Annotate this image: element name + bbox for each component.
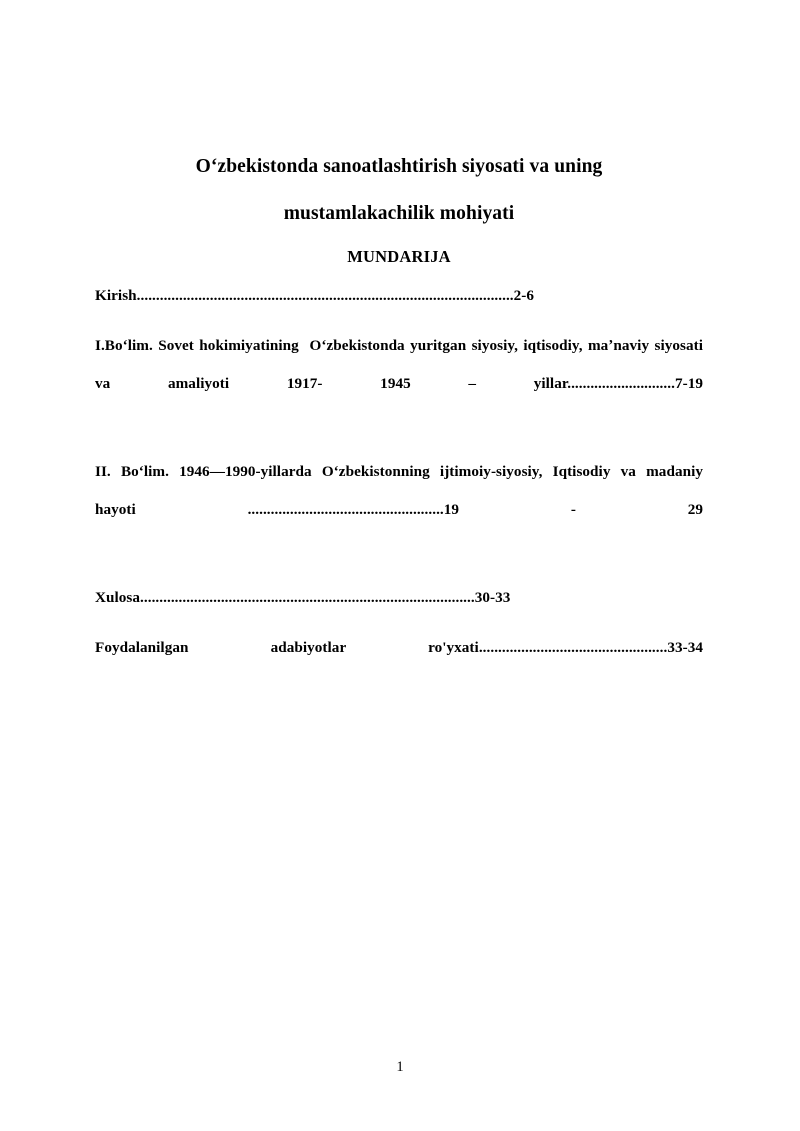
toc-entry-bolim-2-label: II. Boʻlim. 1946—1990-yillarda Oʻzbekistonning ijtimoiy-siyosiy, Iqtisodiy va madaniy hayoti bbox=[95, 463, 708, 518]
toc-entry-bolim-1-leader: ............................ bbox=[567, 375, 675, 392]
page-number: 1 bbox=[396, 1059, 404, 1075]
toc-entry-xulosa-leader: ....................................................................................... bbox=[140, 589, 475, 606]
toc-entry-bolim-2-leader: ................................................... bbox=[247, 501, 444, 518]
table-of-contents-list bbox=[95, 277, 708, 705]
page-content bbox=[95, 0, 708, 705]
toc-entry-bolim-2[interactable] bbox=[95, 453, 708, 567]
toc-entry-bolim-1-pages: 7-19 bbox=[674, 375, 703, 392]
toc-entry-xulosa[interactable] bbox=[95, 579, 703, 617]
toc-entry-xulosa-pages: 30-33 bbox=[474, 589, 511, 606]
toc-entry-adabiyotlar-leader: ................................................. bbox=[478, 639, 668, 656]
toc-entry-bolim-2-pages: 19 - 29 bbox=[443, 501, 703, 518]
page-title-line-1: Oʻzbekistonda sanoatlashtirish siyosati va uning bbox=[195, 156, 603, 177]
top-spacer bbox=[95, 0, 703, 143]
page-title-line-2: mustamlakachilik mohiyati bbox=[283, 203, 515, 224]
toc-entry-adabiyotlar-label: Foydalanilgan adabiyotlar ro'yxati bbox=[95, 639, 479, 656]
toc-entry-kirish[interactable] bbox=[95, 277, 703, 315]
page-title bbox=[95, 143, 703, 237]
toc-entry-kirish-label: Kirish bbox=[95, 287, 137, 304]
toc-entry-kirish-pages: 2-6 bbox=[513, 287, 535, 304]
table-of-contents-heading: MUNDARIJA bbox=[347, 247, 451, 266]
toc-entry-kirish-leader: .................................................................................................. bbox=[136, 287, 514, 304]
toc-entry-adabiyotlar[interactable] bbox=[95, 629, 703, 705]
toc-entry-bolim-1-label: I.Boʻlim. Sovet hokimiyatining Oʻzbekistonda yuritgan siyosiy, iqtisodiy, maʼnaviy siyosati va amaliyoti 1917- 1945 – yillar bbox=[95, 337, 708, 392]
toc-entry-adabiyotlar-pages: 33-34 bbox=[667, 639, 703, 656]
toc-entry-bolim-1[interactable] bbox=[95, 327, 708, 441]
toc-entry-xulosa-label: Xulosa bbox=[95, 589, 141, 606]
